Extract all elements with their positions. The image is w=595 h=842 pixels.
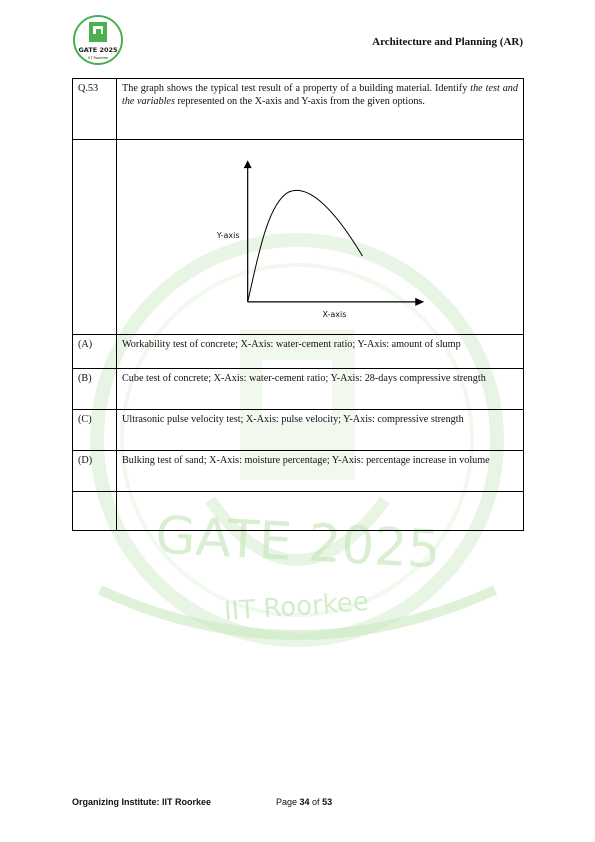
option-label: (D) — [73, 451, 117, 492]
logo-text-top: GATE 2025 — [78, 46, 118, 54]
option-text: Bulking test of sand; X-Axis: moisture percentage; Y-Axis: percentage increase in volume — [117, 451, 524, 492]
figure-cell — [117, 140, 524, 335]
option-row-d — [73, 451, 524, 492]
result-curve — [248, 190, 363, 301]
paper-title: Architecture and Planning (AR) — [372, 36, 523, 48]
option-label: (A) — [73, 335, 117, 369]
empty-row — [73, 492, 524, 531]
empty-cell-left — [73, 492, 117, 531]
page-of: of — [309, 797, 323, 807]
test-result-graph — [117, 140, 523, 334]
footer-organizer: Organizing Institute: IIT Roorkee — [72, 797, 212, 807]
question-text-italic: the test and the variables — [122, 83, 518, 107]
x-axis-label: X-axis — [322, 309, 347, 319]
gate-logo-icon — [72, 14, 124, 66]
footer-page-number — [276, 797, 332, 807]
option-text: Ultrasonic pulse velocity test; X-Axis: pulse velocity; Y-Axis: compressive strength — [117, 410, 524, 451]
watermark-line1: GATE 2025 — [153, 505, 442, 581]
y-axis-label: Y-axis — [216, 230, 240, 240]
question-number: Q.53 — [73, 79, 117, 140]
figure-number-cell — [73, 140, 117, 335]
watermark-line2: IIT Roorkee — [223, 586, 370, 628]
page-current: 34 — [299, 797, 310, 807]
question-row — [73, 79, 524, 140]
x-axis-arrow — [415, 298, 424, 306]
figure-row — [73, 140, 524, 335]
question-text-part1: The graph shows the typical test result of a property of a building material. Identify — [122, 83, 471, 94]
option-text: Cube test of concrete; X-Axis: water-cement ratio; Y-Axis: 28-days compressive strength — [117, 369, 524, 410]
option-row-b — [73, 369, 524, 410]
page-total: 53 — [322, 797, 333, 807]
y-axis-arrow — [244, 160, 252, 168]
page-prefix: Page — [276, 797, 300, 807]
logo-text-bottom: IIT Roorkee — [88, 56, 108, 60]
option-row-c — [73, 410, 524, 451]
option-label: (B) — [73, 369, 117, 410]
empty-cell-right — [117, 492, 524, 531]
option-label: (C) — [73, 410, 117, 451]
option-row-a — [73, 335, 524, 369]
option-text: Workability test of concrete; X-Axis: water-cement ratio; Y-Axis: amount of slump — [117, 335, 524, 369]
question-text — [117, 79, 524, 140]
question-text-part2: represented on the X-axis and Y-axis from the given options. — [174, 95, 425, 107]
question-table — [72, 78, 524, 531]
